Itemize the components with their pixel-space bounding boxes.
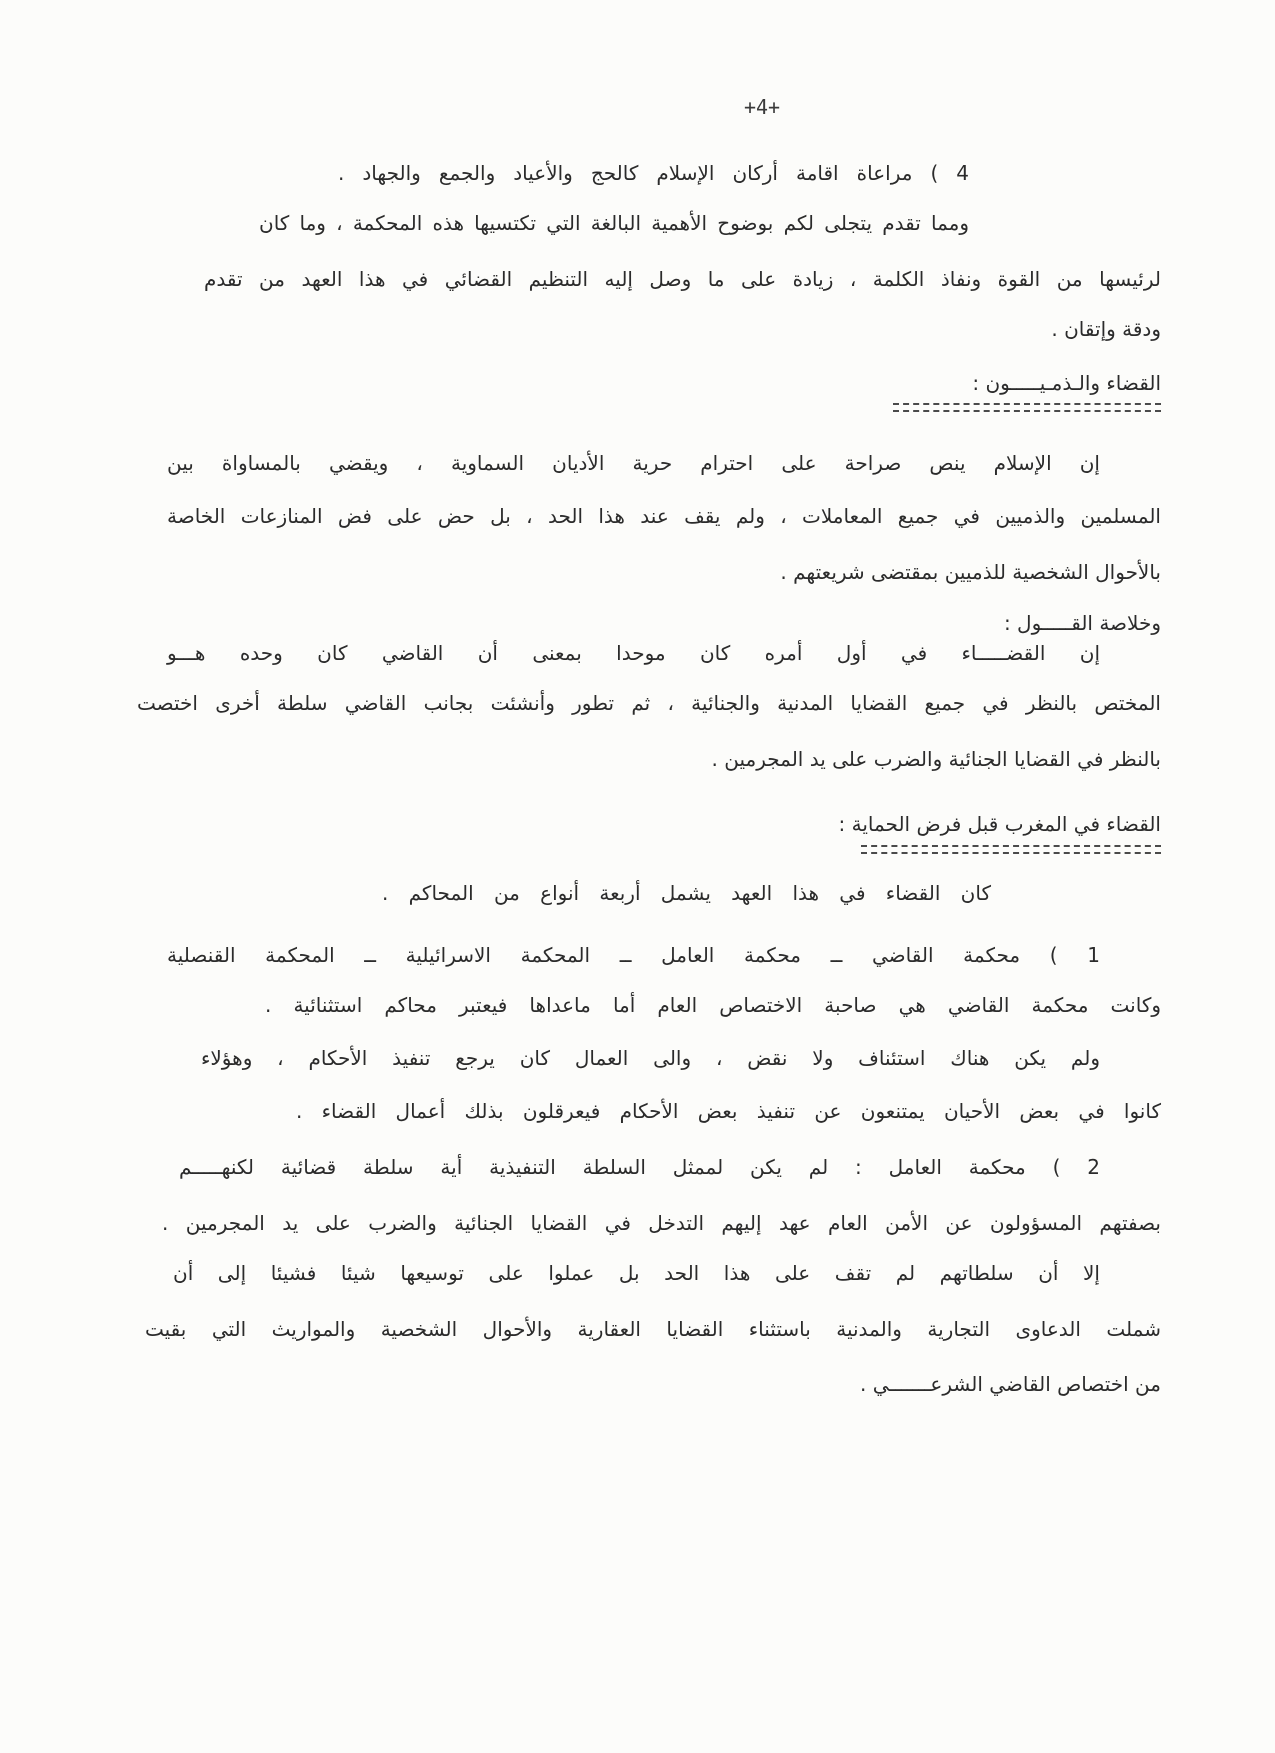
text-line: المسلمين والذميين في جميع المعاملات ، ولم يقف عند هذا الحد ، بل حض على فض المنازعات الخاصة — [167, 504, 1161, 528]
heading-double-underline — [893, 403, 1161, 412]
text-line: المختص بالنظر في جميع القضايا المدنية والجنائية ، ثم تطور وأنشئت بجانب القاضي سلطة أخرى اختصت — [137, 691, 1161, 715]
section-heading: القضاء والـذمـيـــــون : — [972, 371, 1161, 395]
text-line: بالأحوال الشخصية للذميين بمقتضى شريعتهم . — [780, 560, 1161, 584]
text-line: إن القضـــــاء في أول أمره كان موحدا بمعنى أن القاضي كان وحده هـــو — [167, 641, 1100, 665]
text-line: إن الإسلام ينص صراحة على احترام حرية الأديان السماوية ، ويقضي بالمساواة بين — [167, 451, 1100, 475]
text-line: من اختصاص القاضي الشرعـــــــي . — [860, 1372, 1161, 1396]
list-item-2: 2 ) محكمة العامل : لم يكن لممثل السلطة التنفيذية أية سلطة قضائية لكنهـــــم — [179, 1155, 1100, 1179]
text-line: وكانت محكمة القاضي هي صاحبة الاختصاص العام أما ماعداها فيعتبر محاكم استثنائية . — [265, 993, 1161, 1017]
list-item-4: 4 ) مراعاة اقامة أركان الإسلام كالحج والأعياد والجمع والجهاد . — [338, 161, 969, 185]
text-line: ولم يكن هناك استئناف ولا نقض ، والى العمال كان يرجع تنفيذ الأحكام ، وهؤلاء — [201, 1046, 1100, 1070]
text-line: بصفتهم المسؤولون عن الأمن العام عهد إليهم التدخل في القضايا الجنائية والضرب على يد المجرمين . — [162, 1211, 1161, 1235]
text-line: كانوا في بعض الأحيان يمتنعون عن تنفيذ بعض الأحكام فيعرقلون بذلك أعمال القضاء . — [296, 1099, 1161, 1123]
text-line: كان القضاء في هذا العهد يشمل أربعة أنواع من المحاكم . — [382, 881, 991, 905]
section-heading: القضاء في المغرب قبل فرض الحماية : — [838, 812, 1161, 836]
summary-heading: وخلاصة القـــــول : — [1003, 611, 1161, 635]
text-line: ومما تقدم يتجلى لكم بوضوح الأهمية البالغة التي تكتسيها هذه المحكمة ، وما كان — [259, 211, 969, 235]
text-line: شملت الدعاوى التجارية والمدنية باستثناء القضايا العقارية والأحوال الشخصية والمواريث التي بقيت — [145, 1317, 1161, 1341]
text-line: ودقة وإتقان . — [1051, 317, 1161, 341]
text-line: إلا أن سلطاتهم لم تقف على هذا الحد بل عملوا على توسيعها شيئا فشيئا إلى أن — [173, 1261, 1100, 1285]
list-item-1: 1 ) محكمة القاضي ــ محكمة العامل ــ المحكمة الاسرائيلية ــ المحكمة القنصلية — [167, 943, 1100, 967]
text-line: بالنظر في القضايا الجنائية والضرب على يد المجرمين . — [711, 747, 1161, 771]
heading-double-underline — [861, 845, 1161, 854]
page-number: +4+ — [743, 95, 781, 119]
text-line: لرئيسها من القوة ونفاذ الكلمة ، زيادة على ما وصل إليه التنظيم القضائي في هذا العهد من تقدم — [204, 267, 1161, 291]
